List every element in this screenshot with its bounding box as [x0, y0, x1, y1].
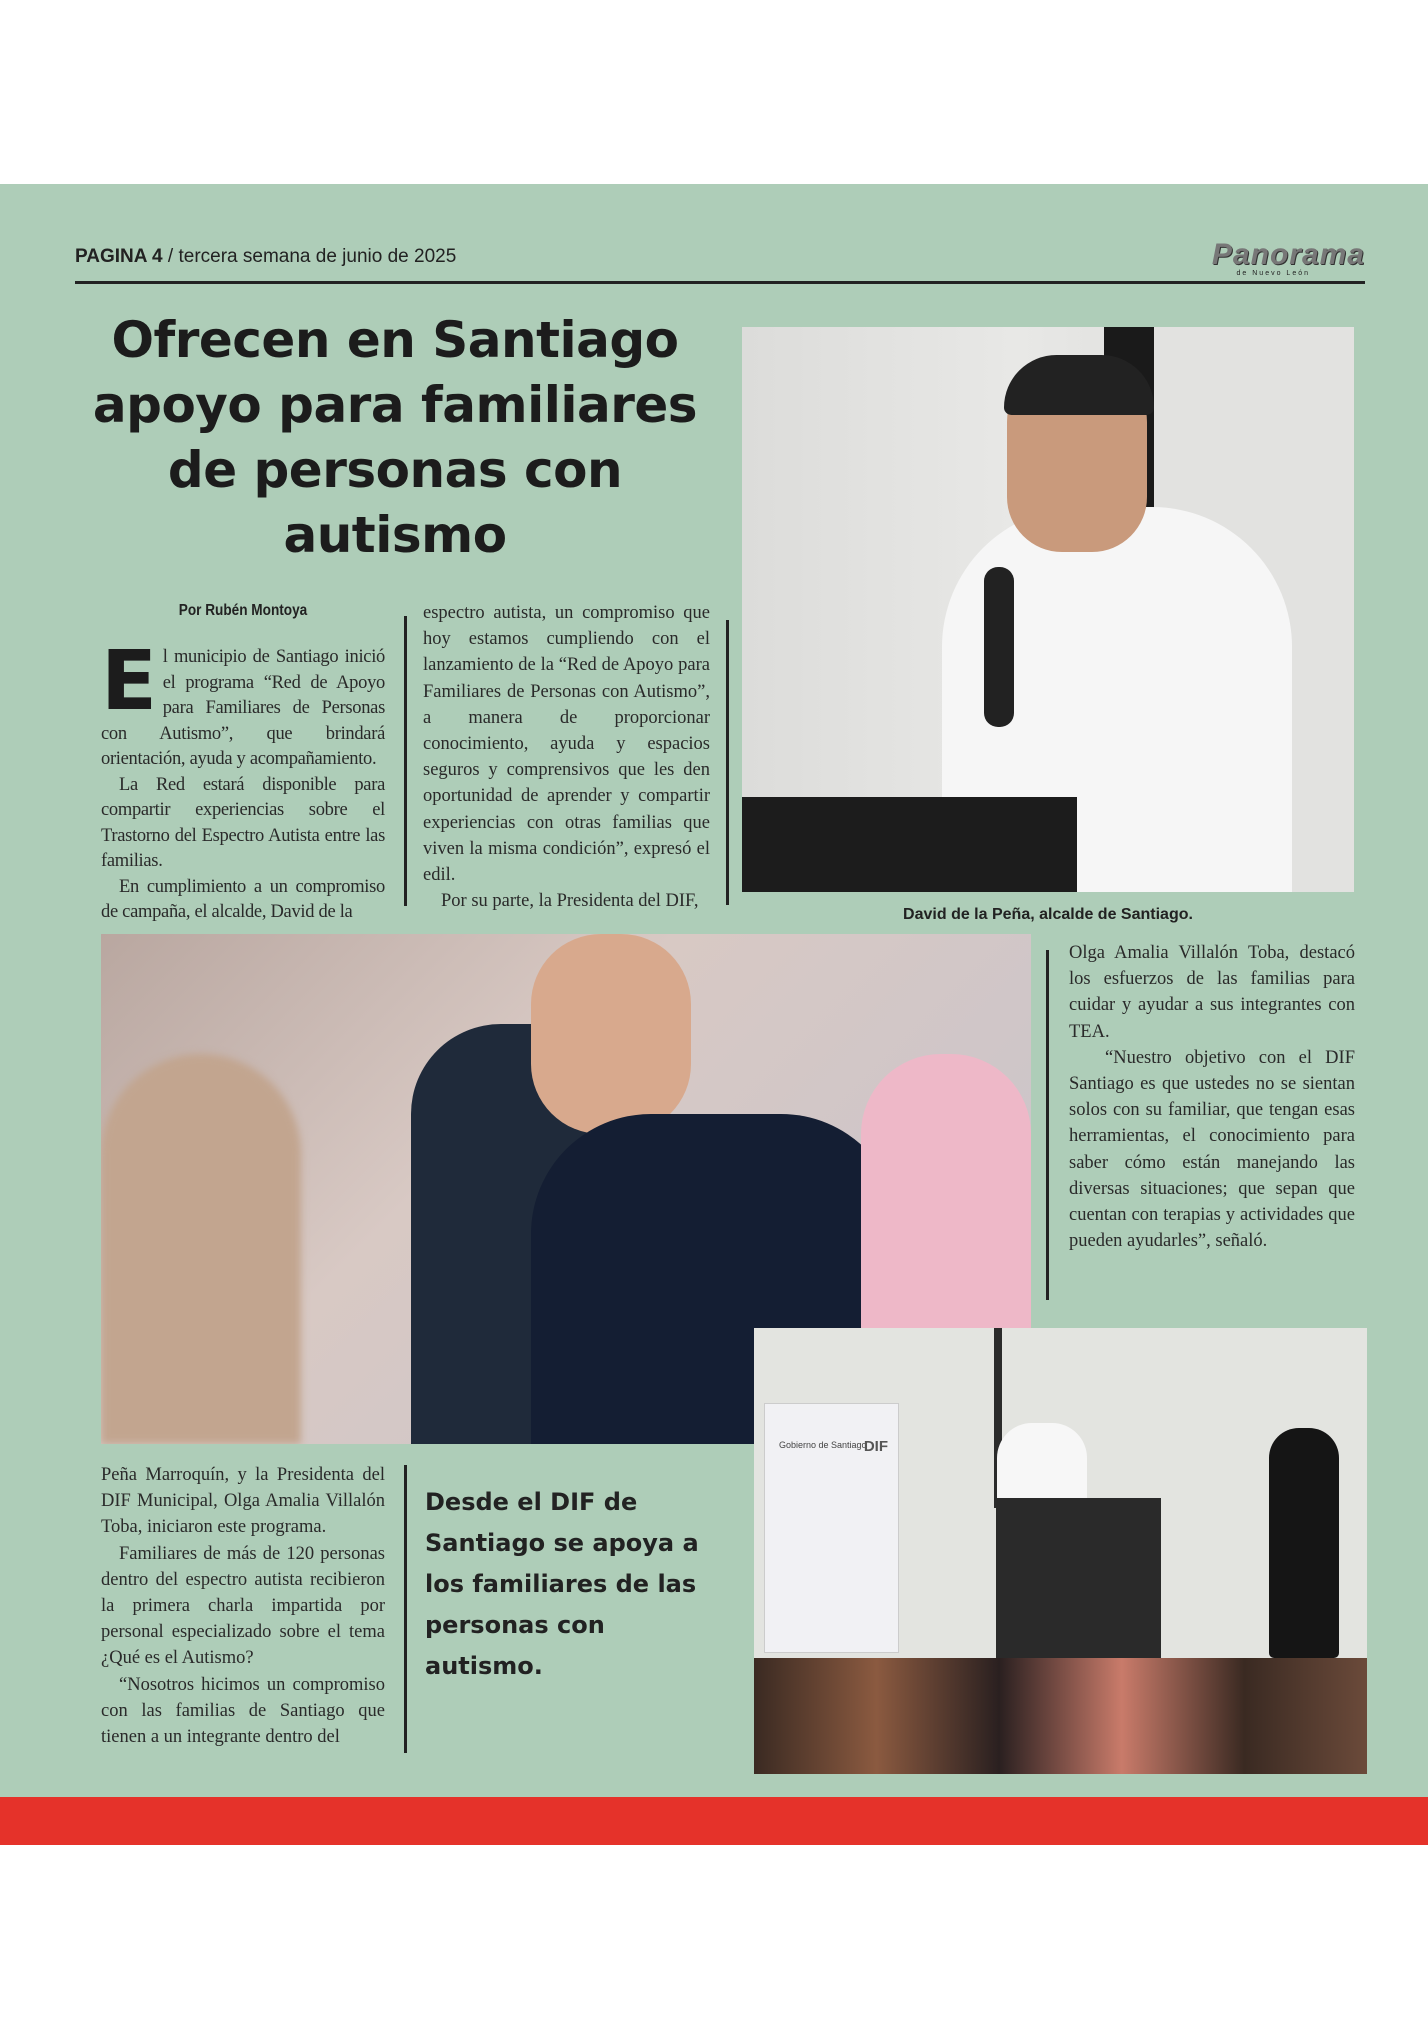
photo-event	[754, 1328, 1367, 1774]
photo-mayor	[742, 327, 1354, 892]
pull-quote: Desde el DIF de Santiago se apoya a los familiares de las personas con autismo.	[425, 1488, 699, 1680]
article-column-1: El municipio de Santiago inició el programa “Red de Apoyo para Familiares de Personas con Autismo”, que brindará orientación, ayuda y acompañamiento. La Red estará disponible para compartir experiencias sobre el Trastorno del Espectro Autista entre las familias. En cumplimiento a un compromiso de campaña, el alcalde, David de la	[101, 634, 385, 922]
article-title: Ofrecen en Santiago apoyo para familiares de personas con autismo	[92, 311, 698, 564]
newspaper-logo: Panorama de Nuevo León	[1211, 238, 1365, 277]
column-rule	[404, 616, 407, 906]
column-rule	[1046, 950, 1049, 1300]
dif-banner: Gobierno de Santiago DIF	[764, 1403, 899, 1653]
article-column-3: Olga Amalia Villalón Toba, destacó los esfuerzos de las familias para cuidar y ayudar a sus integrantes con TEA. “Nuestro objetivo con el DIF Santiago es que ustedes no se sientan solos con su familiar, que tengan esas herramientas, el conocimiento para saber cómo están manejando las diversas situaciones; que sepan que cuentan con terapias y actividades que pueden ayudarles”, señaló.	[1069, 943, 1355, 1252]
drop-cap: E	[101, 634, 157, 729]
issue-date: tercera semana de junio de 2025	[178, 246, 457, 267]
header-rule	[75, 281, 1365, 284]
footer-band	[0, 1797, 1428, 1845]
page-number: PAGINA 4	[75, 246, 163, 267]
article-column-2: espectro autista, un compromiso que hoy estamos cumpliendo con el lanzamiento de la “Red de Apoyo para Familiares de Personas con Autismo”, a manera de proporcionar conocimiento, ayuda y espacios seguros y comprensivos que les den oportunidad de aprender y compartir experiencias con otras familias que viven la misma condición”, expresó el edil. Por su parte, la Presidenta del DIF,	[423, 603, 710, 912]
photo-caption: David de la Peña, alcalde de Santiago.	[903, 906, 1193, 923]
column-rule	[404, 1465, 407, 1753]
byline: Por Rubén Montoya	[178, 602, 308, 619]
column-rule	[726, 620, 729, 905]
page-header: PAGINA 4 / tercera semana de junio de 2025	[75, 246, 457, 267]
article-column-1-continued: Peña Marroquín, y la Presidenta del DIF Municipal, Olga Amalia Villalón Toba, iniciaron este programa. Familiares de más de 120 personas dentro del espectro autista recibieron la primera charla impartida por personal especializado sobre el tema ¿Qué es el Autismo? “Nosotros hicimos un compromiso con las familias de Santiago que tienen a un integrante dentro del	[101, 1465, 385, 1748]
